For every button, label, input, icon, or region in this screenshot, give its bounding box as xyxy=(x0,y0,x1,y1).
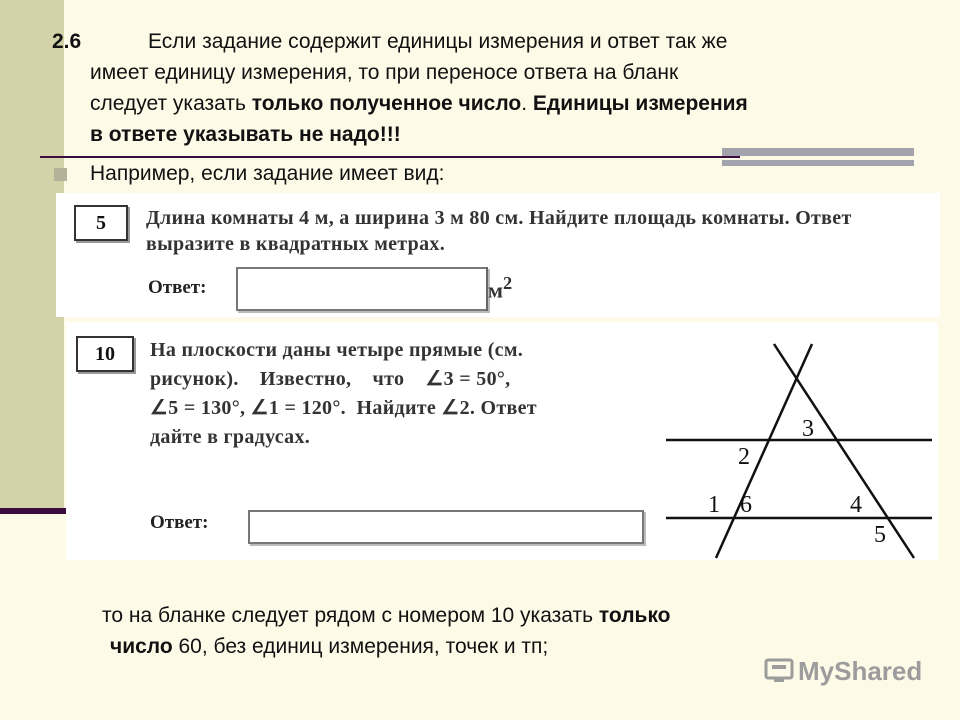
figure-label-4: 4 xyxy=(850,492,862,518)
figure-label-5: 5 xyxy=(874,522,886,548)
rule-line-3-bold2: Единицы измерения xyxy=(532,92,748,115)
bullet-text: Например, если задание имеет вид: xyxy=(90,162,445,185)
figure-label-2: 2 xyxy=(738,444,750,470)
rule-paragraph xyxy=(52,26,932,150)
task-10-number: 10 xyxy=(76,336,134,372)
figure-label-6: 6 xyxy=(740,492,752,518)
rule-line-3-pre: следует указать xyxy=(90,92,252,115)
bullet-square-icon xyxy=(54,168,67,181)
rule-line-3-mid: . xyxy=(521,92,533,115)
figure-label-3: 3 xyxy=(802,416,814,442)
watermark xyxy=(764,656,922,687)
footer-bold-2: число xyxy=(110,635,173,658)
lines-figure xyxy=(664,340,936,560)
figure-label-1: 1 xyxy=(708,492,720,518)
slanted-line-right xyxy=(774,344,914,558)
rule-line-3-bold: только полученное число xyxy=(251,92,522,115)
task-10-image xyxy=(66,322,938,560)
footer-pre: то на бланке следует рядом с номером 10 указать xyxy=(102,604,599,627)
watermark-logo-icon xyxy=(764,658,794,684)
task-10-line-4: дайте в градусах. xyxy=(150,426,311,448)
task-5-answer-label: Ответ: xyxy=(148,277,207,298)
footer-post: 60, без единиц измерения, точек и тп; xyxy=(172,635,549,658)
footer-bold-1: только xyxy=(598,604,671,627)
slanted-line-left xyxy=(716,344,812,558)
rule-line-2: имеет единицу измерения, то при переносе ответа на бланк xyxy=(90,61,679,84)
task-5-unit: $м^2$ xyxy=(488,273,513,303)
rule-number: 2.6 xyxy=(52,30,82,53)
task-10-line-3: ∠5 = 130°, ∠1 = 120°. Найдите ∠2. Ответ xyxy=(150,397,537,419)
decorative-grey-bar-2 xyxy=(722,160,914,166)
task-5-text: Длина комнаты 4 м, а ширина 3 м 80 см. Найдите площадь комнаты. Ответ выразите в квадратных метрах. xyxy=(146,207,852,255)
task-5-number: 5 xyxy=(74,205,128,241)
task-10-line-1: На плоскости даны четыре прямые (см. xyxy=(150,339,524,361)
rule-line-1: Если задание содержит единицы измерения и ответ так же xyxy=(148,30,728,53)
task-10-line-2: рисунок). Известно, что ∠3 = 50°, xyxy=(150,368,511,390)
watermark-text: MyShared xyxy=(798,656,923,686)
task-10-answer-label: Ответ: xyxy=(150,512,209,533)
task-5-answer-box xyxy=(236,267,488,311)
task-10-answer-box xyxy=(248,510,644,544)
task-10-text xyxy=(150,336,650,452)
rule-line-4-bold: в ответе указывать не надо!!! xyxy=(90,123,401,146)
footer-text xyxy=(102,600,671,662)
task-5-image xyxy=(56,193,940,317)
